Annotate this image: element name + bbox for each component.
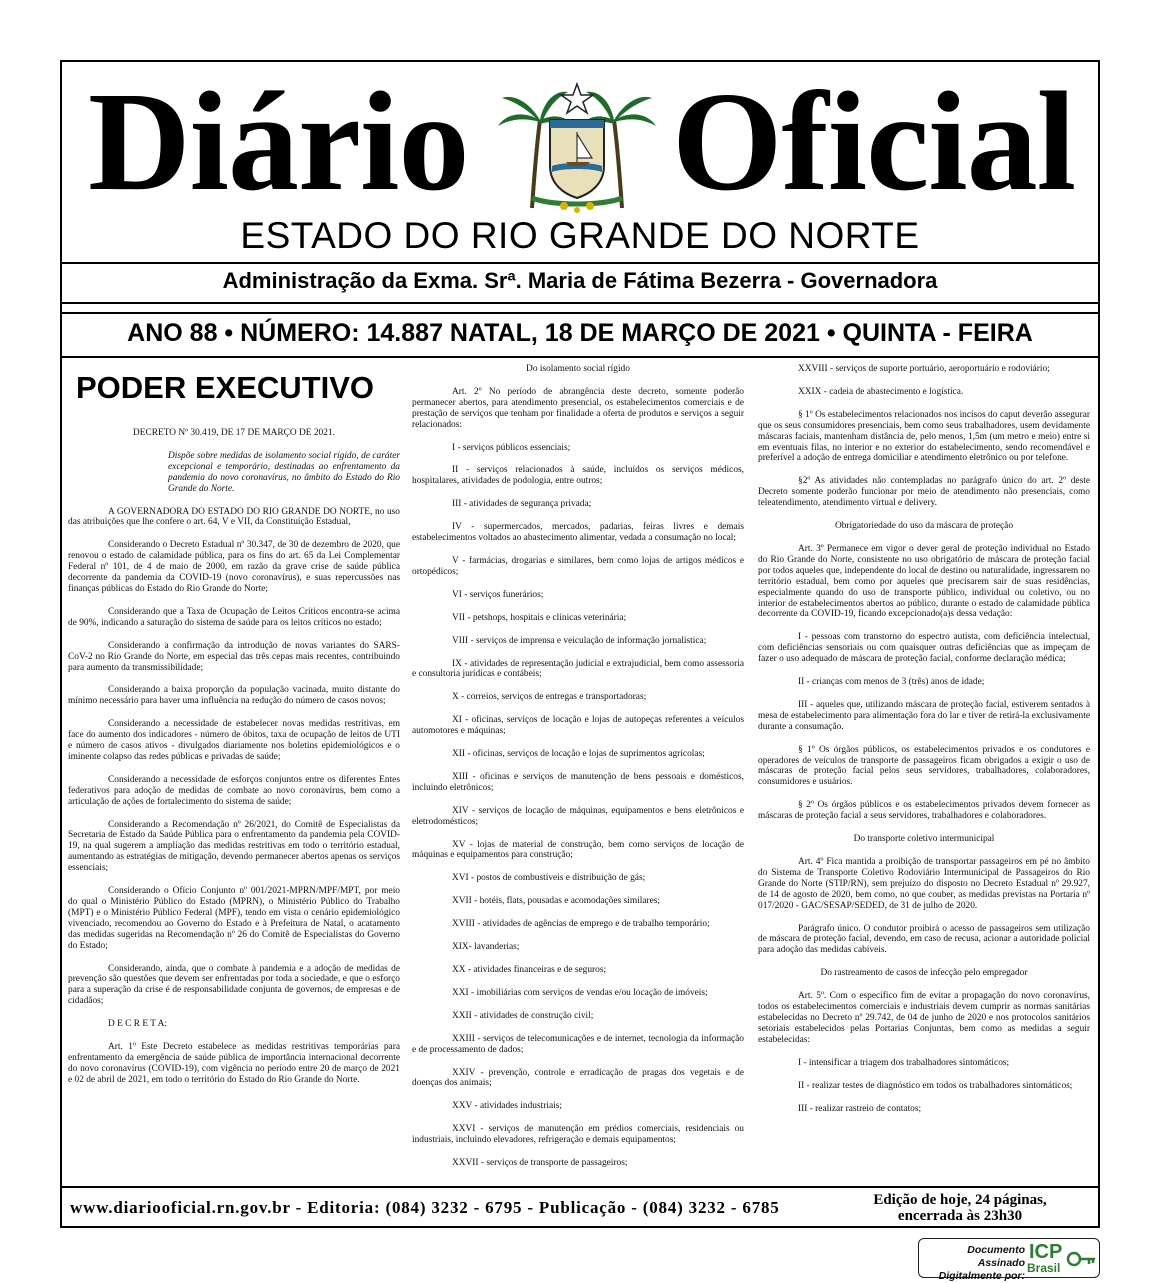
paragraph: IV - supermercados, mercados, padarias, feiras livres e demais estabelecimentos voltados ao abastecimento alimentar, vedada a consumação no local; bbox=[412, 522, 744, 544]
paragraph: Dispõe sobre medidas de isolamento social rígido, de caráter excepcional e temporário, destinadas ao enfrentamento da pandemia do novo coronavírus, no âmbito do Estado do Rio Grande do Norte. bbox=[168, 450, 400, 494]
key-icon bbox=[1065, 1245, 1097, 1273]
paragraph: XII - oficinas, serviços de locação e lojas de suprimentos agrícolas; bbox=[452, 749, 705, 760]
paragraph: § 1º Os órgãos públicos, os estabelecimentos privados e os condutores e operadores de veículos de transporte de passageiros ficam obrigados a exigir o uso de máscaras de proteção facial pelos seus servidores, trabalhadores, colaboradores, consumidores e usuários. bbox=[758, 744, 1090, 788]
digital-signature-stamp bbox=[918, 1238, 1100, 1282]
section-heading: Obrigatoriedade do uso da máscara de proteção bbox=[834, 521, 1014, 532]
icp-logo: ICP bbox=[1029, 1241, 1063, 1263]
footer-contacts: www.diariooficial.rn.gov.br - Editoria: (084) 3232 - 6795 - Publicação - (084) 3232 - 6785 bbox=[70, 1198, 780, 1217]
divider bbox=[62, 1186, 1098, 1188]
paragraph: XV - lojas de material de construção, bem como serviços de locação de máquinas e equipamentos para construção; bbox=[412, 839, 744, 861]
paragraph: XXV - atividades industriais; bbox=[452, 1101, 562, 1112]
paragraph: II - crianças com menos de 3 (três) anos de idade; bbox=[798, 677, 985, 688]
paragraph: § 2º Os órgãos públicos e os estabelecimentos privados devem fornecer as máscaras de proteção facial a seus servidores, trabalhadores e colaboradores. bbox=[758, 800, 1090, 822]
paragraph: §2º As atividades não contempladas no parágrafo único do art. 2º deste Decreto somente poderão funcionar por meio de atendimento não presenciais, como teleatendimento, atendimento virtual e delivery. bbox=[758, 476, 1090, 509]
paragraph: Considerando a necessidade de esforços conjuntos entre os diferentes Entes federativos para adoção de medidas de combate ao novo coronavírus, bem como a articulação de ações de fortalecimento do sistema de saúde; bbox=[68, 774, 400, 807]
state-coat-of-arms bbox=[492, 80, 662, 220]
column-1 bbox=[68, 428, 400, 1098]
paragraph: Parágrafo único. O condutor proibirá o acesso de passageiros sem utilização de máscara de proteção facial, devendo, em caso de recusa, acionar a autoridade policial para adoção das medidas cabíveis. bbox=[758, 923, 1090, 956]
section-heading: Do isolamento social rígido bbox=[526, 364, 630, 374]
paragraph: I - pessoas com transtorno do espectro autista, com deficiência intelectual, com deficiências sensoriais ou com quaisquer outras deficiências que as impeçam de fazer o uso adequado de máscara de proteção facial, conforme declaração médica; bbox=[758, 632, 1090, 665]
paragraph: Considerando a confirmação da introdução de novas variantes do SARS-CoV-2 no Rio Grande do Norte, em especial das três cepas mais recentes, contribuindo para aumento da transmissibilidade; bbox=[68, 640, 400, 673]
icp-brasil-label: Brasil bbox=[1027, 1261, 1061, 1275]
paragraph: Considerando que a Taxa de Ocupação de Leitos Críticos encontra-se acima de 90%, indicando a saturação do sistema de saúde para os leitos críticos no estado; bbox=[68, 606, 400, 628]
paragraph: Art. 1º Este Decreto estabelece as medidas restritivas temporárias para enfrentamento da emergência de saúde pública de importância internacional decorrente do novo coronavírus (COVID-19), com vigência no período entre 20 de março de 2021 e 02 de abril de 2021, em todo o território do Estado do Rio Grande do Norte. bbox=[68, 1042, 400, 1085]
paragraph: II - serviços relacionados à saúde, incluídos os serviços médicos, hospitalares, atividades de podologia, entre outros; bbox=[412, 465, 744, 487]
section-title: PODER EXECUTIVO bbox=[76, 370, 374, 405]
column-3 bbox=[758, 364, 1090, 1126]
paragraph: D E C R E T A: bbox=[108, 1019, 168, 1030]
section-heading: DECRETO Nº 30.419, DE 17 DE MARÇO DE 2021. bbox=[133, 428, 335, 438]
paragraph: Art. 4º Fica mantida a proibição de transportar passageiros em pé no âmbito do Sistema de Transporte Coletivo Rodoviário Intermunicipal de Passageiros do Rio Grande do Norte (STIP/RN), sem prejuízo do disposto no Decreto Estadual nº 29.927, de 14 de agosto de 2020, bem como, no que couber, as medidas previstas na Portaria nº 017/2020 - GAC/SESAP/SEDED, de 31 de julho de 2020. bbox=[758, 857, 1090, 911]
paragraph: Art. 2º No período de abrangência deste decreto, somente poderão permanecer abertos, para atendimento presencial, os estabelecimentos comerciais e de prestação de serviços que tenham por finalidade a oferta de produtos e serviços a seguir relacionados: bbox=[412, 386, 744, 430]
paragraph: XXVII - serviços de transporte de passageiros; bbox=[452, 1158, 628, 1169]
paragraph: A GOVERNADORA DO ESTADO DO RIO GRANDE DO NORTE, no uso das atribuições que lhe confere o art. 64, V e VII, da Constituição Estadual, bbox=[68, 506, 400, 528]
paragraph: XX - atividades financeiras e de seguros; bbox=[452, 965, 607, 975]
paragraph: XXVI - serviços de manutenção em prédios comerciais, residenciais ou industriais, incluindo elevadores, refrigeração e demais equipamentos; bbox=[412, 1124, 744, 1146]
paragraph: XVII - hotéis, flats, pousadas e acomodações similares; bbox=[452, 896, 661, 907]
paragraph: XXIII - serviços de telecomunicações e de internet, tecnologia da informação e de processamento de dados; bbox=[412, 1033, 744, 1055]
paragraph: XIX- lavanderias; bbox=[452, 942, 520, 953]
paragraph: Considerando, ainda, que o combate à pandemia e a adoção de medidas de prevenção são questões que devem ser enfrentadas por toda a sociedade, e que o esforço para a superação da crise é de responsabilidade conjunta de governos, de empresas e de cidadãos; bbox=[68, 963, 400, 1007]
stamp-line-1: Documento Assinado bbox=[967, 1244, 1025, 1269]
paragraph: III - aqueles que, utilizando máscara de proteção facial, estiverem sentados à mesa de estabelecimento para alimentação fora do lar e tiver de retirá-la exclusivamente durante a consumação. bbox=[758, 699, 1090, 732]
paragraph: XIII - oficinas e serviços de manutenção de bens pessoais e domésticos, incluindo eletrônicos; bbox=[412, 771, 744, 793]
column-2 bbox=[412, 364, 744, 1181]
stamp-text bbox=[925, 1244, 1025, 1283]
paragraph: I - intensificar a triagem dos trabalhadores sintomáticos; bbox=[798, 1057, 1010, 1068]
paragraph: Considerando a necessidade de estabelecer novas medidas restritivas, em face do aumento dos indicadores - número de óbitos, taxa de ocupação de leitos de UTI e número de casos ativos - divulgados diariamente nos boletins epidemiológicos e o iminente colapso das redes públicas e privadas de saúde; bbox=[68, 719, 400, 762]
paragraph: VII - petshops, hospitais e clínicas veterinária; bbox=[452, 612, 627, 623]
paragraph: XIV - serviços de locação de máquinas, equipamentos e bens eletrônicos e eletrodomésticos; bbox=[412, 805, 744, 827]
paragraph: VIII - serviços de imprensa e veiculação de informação jornalística; bbox=[452, 635, 707, 646]
paragraph: II - realizar testes de diagnóstico em todos os trabalhadores sintomáticos; bbox=[798, 1080, 1073, 1091]
masthead-title-right: Oficial bbox=[672, 62, 1076, 220]
paragraph: IX - atividades de representação judicial e extrajudicial, bem como assessoria e consultoria jurídicas e contábeis; bbox=[412, 658, 744, 680]
paragraph: VI - serviços funerários; bbox=[452, 589, 544, 600]
state-name: ESTADO DO RIO GRANDE DO NORTE bbox=[240, 215, 920, 256]
divider bbox=[62, 262, 1098, 264]
paragraph: § 1º Os estabelecimentos relacionados nos incisos do caput deverão assegurar que os seus consumidores presenciais, bem como seus trabalhadores, usem devidamente máscaras faciais, mantenham distância de, pelo menos, 1,5m (um metro e meio) entre si em eventuais filas, no interior e no exterior do estabelecimento, sendo recomendável e preferível a adoção de entrega domiciliar e atendimento eletrônico ou por telefone. bbox=[758, 409, 1090, 464]
masthead-title-left: Diário bbox=[88, 62, 469, 220]
paragraph: Considerando a baixa proporção da população vacinada, muito distante do mínimo necessário para haver uma influência na redução do número de casos novos; bbox=[68, 685, 400, 707]
divider bbox=[62, 302, 1098, 304]
paragraph: Art. 3º Permanece em vigor o dever geral de proteção individual no Estado do Rio Grande do Norte, consistente no uso obrigatório de máscara de proteção facial por todos aqueles que, independente do local de destino ou naturalidade, ingressarem no território estadual, bem como por aqueles que precisarem sair de suas residências, especialmente quando do uso de transporte público, individual ou coletivo, ou no interior de estabelecimentos abertos ao público, durante o estado de calamidade pública decorrente da COVID-19, ficando excepcionado(a)s dessa vedação: bbox=[758, 543, 1090, 620]
edition-closing-time: encerrada às 23h30 bbox=[897, 1208, 1023, 1224]
paragraph: Art. 5º. Com o específico fim de evitar a propagação do novo coronavírus, todos os estabelecimentos comerciais e industriais devem cumprir as normas sanitárias estabelecidas no Decreto nº 29.742, de 04 de junho de 2020 e nos protocolos sanitários setoriais estabelecidos pelas Portarias Conjuntas, bem como as medidas a seguir estabelecidas: bbox=[758, 991, 1090, 1045]
paragraph: XXI - imobiliárias com serviços de vendas e/ou locação de imóveis; bbox=[452, 987, 708, 998]
footer-edition-info bbox=[830, 1192, 1090, 1224]
section-heading: Do rastreamento de casos de infecção pelo empregador bbox=[820, 968, 1028, 979]
edition-line: ANO 88 • NÚMERO: 14.887 NATAL, 18 DE MARÇO DE 2021 • QUINTA - FEIRA bbox=[127, 319, 1033, 347]
paragraph: XVI - postos de combustíveis e distribuição de gás; bbox=[452, 873, 646, 884]
paragraph: XXIV - prevenção, controle e erradicação de pragas dos vegetais e de doenças dos animais; bbox=[412, 1067, 744, 1089]
paragraph: III - atividades de segurança privada; bbox=[452, 499, 592, 510]
paragraph: XI - oficinas, serviços de locação e lojas de autopeças referentes a veículos automotores e máquinas; bbox=[412, 715, 744, 737]
section-heading: Do transporte coletivo intermunicipal bbox=[853, 834, 995, 845]
paragraph: Considerando o Decreto Estadual nº 30.347, de 30 de dezembro de 2020, que renovou o estado de calamidade pública, para os fins do art. 65 da Lei Complementar Federal nº 101, de 4 de maio de 2000, em razão da grave crise de saúde pública decorrente da pandemia da COVID-19 (novo coronavírus), e suas repercussões nas finanças públicas do Estado do Rio Grande do Norte; bbox=[68, 540, 400, 594]
paragraph: XVIII - atividades de agências de emprego e de trabalho temporário; bbox=[452, 919, 710, 930]
paragraph: XXII - atividades de construção civil; bbox=[452, 1010, 594, 1021]
administration-line: Administração da Exma. Srª. Maria de Fátima Bezerra - Governadora bbox=[222, 268, 938, 293]
paragraph: XXIX - cadeia de abastecimento e logística. bbox=[798, 386, 964, 397]
divider bbox=[62, 356, 1098, 358]
paragraph: I - serviços públicos essenciais; bbox=[452, 442, 571, 453]
paragraph: Considerando o Ofício Conjunto nº 001/2021-MPRN/MPF/MPT, por meio do qual o Ministério Público do Estado (MPRN), o Ministério Público do Trabalho (MPT) e o Ministério Público Federal (MPF), tendo em vista o cenário epidemiológico vivenciado, recomendou ao Governo do Estado e à Prefeitura de Natal, o acatamento das medidas sugeridas na Recomendação nº 26 do Comitê de Especialistas do Governo do Estado; bbox=[68, 886, 400, 951]
edition-pages: Edição de hoje, 24 páginas, bbox=[873, 1192, 1047, 1208]
paragraph: Considerando a Recomendação nº 26/2021, do Comitê de Especialistas da Secretaria de Estado da Saúde Pública para o enfrentamento da pandemia pela COVID-19, na qual sugerem a ampliação das medidas restritivas em todo o território estadual, aumentando as estratégias de mitigação, devendo permanecer abertos apenas os serviços essenciais; bbox=[68, 819, 400, 874]
stamp-line-2: Digitalmente por: bbox=[938, 1270, 1025, 1282]
paragraph: XXVIII - serviços de suporte portuário, aeroportuário e rodoviário; bbox=[798, 364, 1050, 374]
paragraph: V - farmácias, drogarias e similares, bem como lojas de artigos médicos e ortopédicos; bbox=[412, 555, 744, 577]
paragraph: III - realizar rastreio de contatos; bbox=[798, 1103, 922, 1114]
paragraph: X - correios, serviços de entregas e transportadoras; bbox=[452, 692, 647, 703]
divider bbox=[62, 312, 1098, 314]
